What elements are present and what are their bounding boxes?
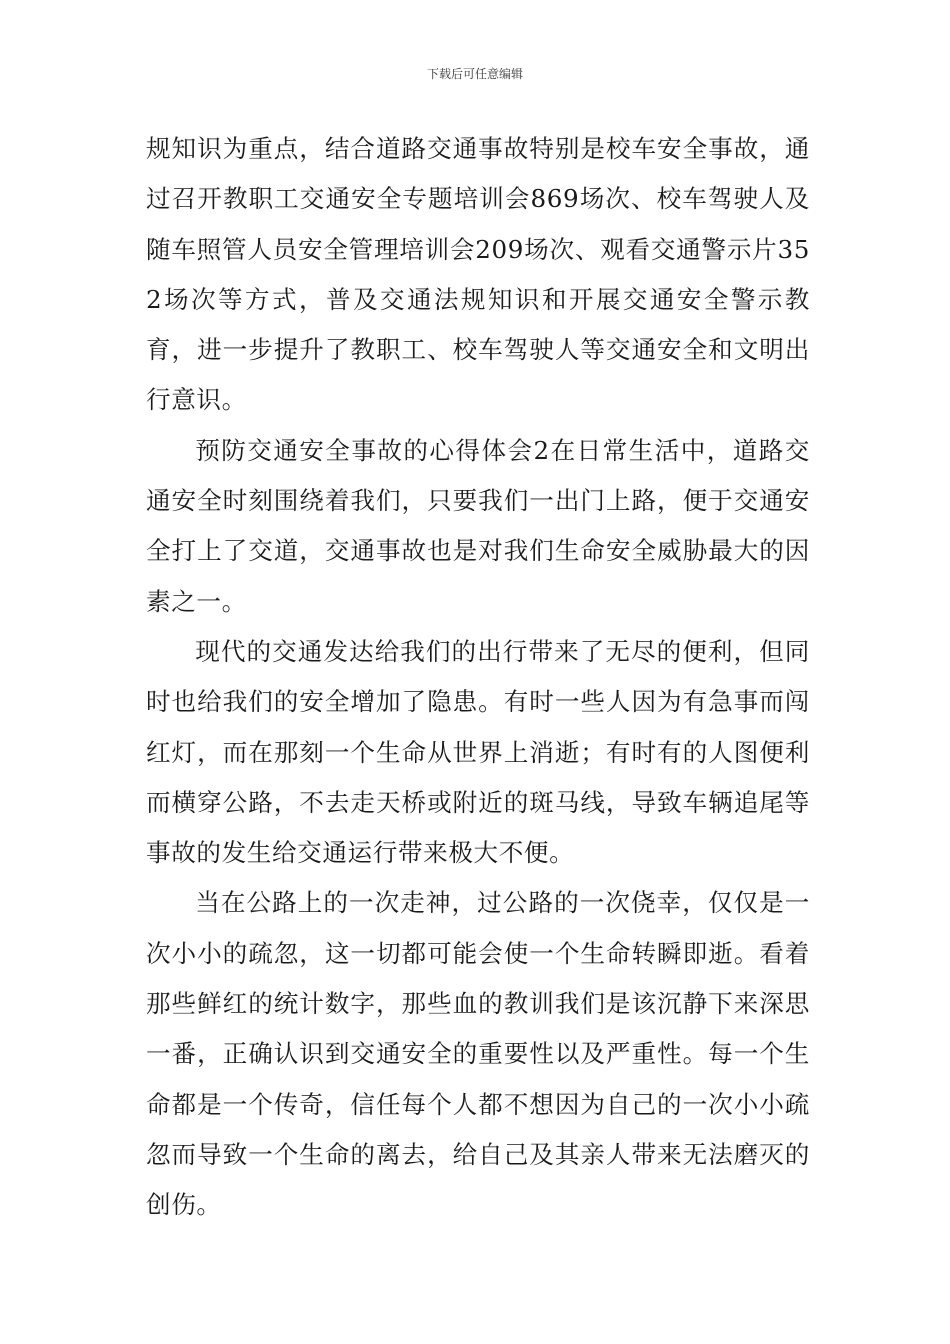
- page-header: 下载后可任意编辑: [426, 67, 523, 81]
- document-body: [146, 124, 810, 1231]
- paragraph-1: 规知识为重点，结合道路交通事故特别是校车安全事故，通过召开教职工交通安全专题培训会869场次、校车驾驶人及随车照管人员安全管理培训会209场次、观看交通警示片352场次等方式，普及交通法规知识和开展交通安全警示教育，进一步提升了教职工、校车驾驶人等交通安全和文明出行意识。: [146, 134, 810, 415]
- paragraph-2: 预防交通安全事故的心得体会2在日常生活中，道路交通安全时刻围绕着我们，只要我们一出门上路，便于交通安全打上了交道，交通事故也是对我们生命安全威胁最大的因素之一。: [146, 435, 810, 616]
- paragraph-4: 当在公路上的一次走神，过公路的一次侥幸，仅仅是一次小小的疏忽，这一切都可能会使一个生命转瞬即逝。看着那些鲜红的统计数字，那些血的教训我们是该沉静下来深思一番，正确认识到交通安全的重要性以及严重性。每一个生命都是一个传奇，信任每个人都不想因为自己的一次小小疏忽而导致一个生命的离去，给自己及其亲人带来无法磨灭的创伤。: [146, 888, 810, 1220]
- paragraph-3: 现代的交通发达给我们的出行带来了无尽的便利，但同时也给我们的安全增加了隐患。有时一些人因为有急事而闯红灯，而在那刻一个生命从世界上消逝；有时有的人图便利而横穿公路，不去走天桥或附近的斑马线，导致车辆追尾等事故的发生给交通运行带来极大不便。: [146, 636, 810, 868]
